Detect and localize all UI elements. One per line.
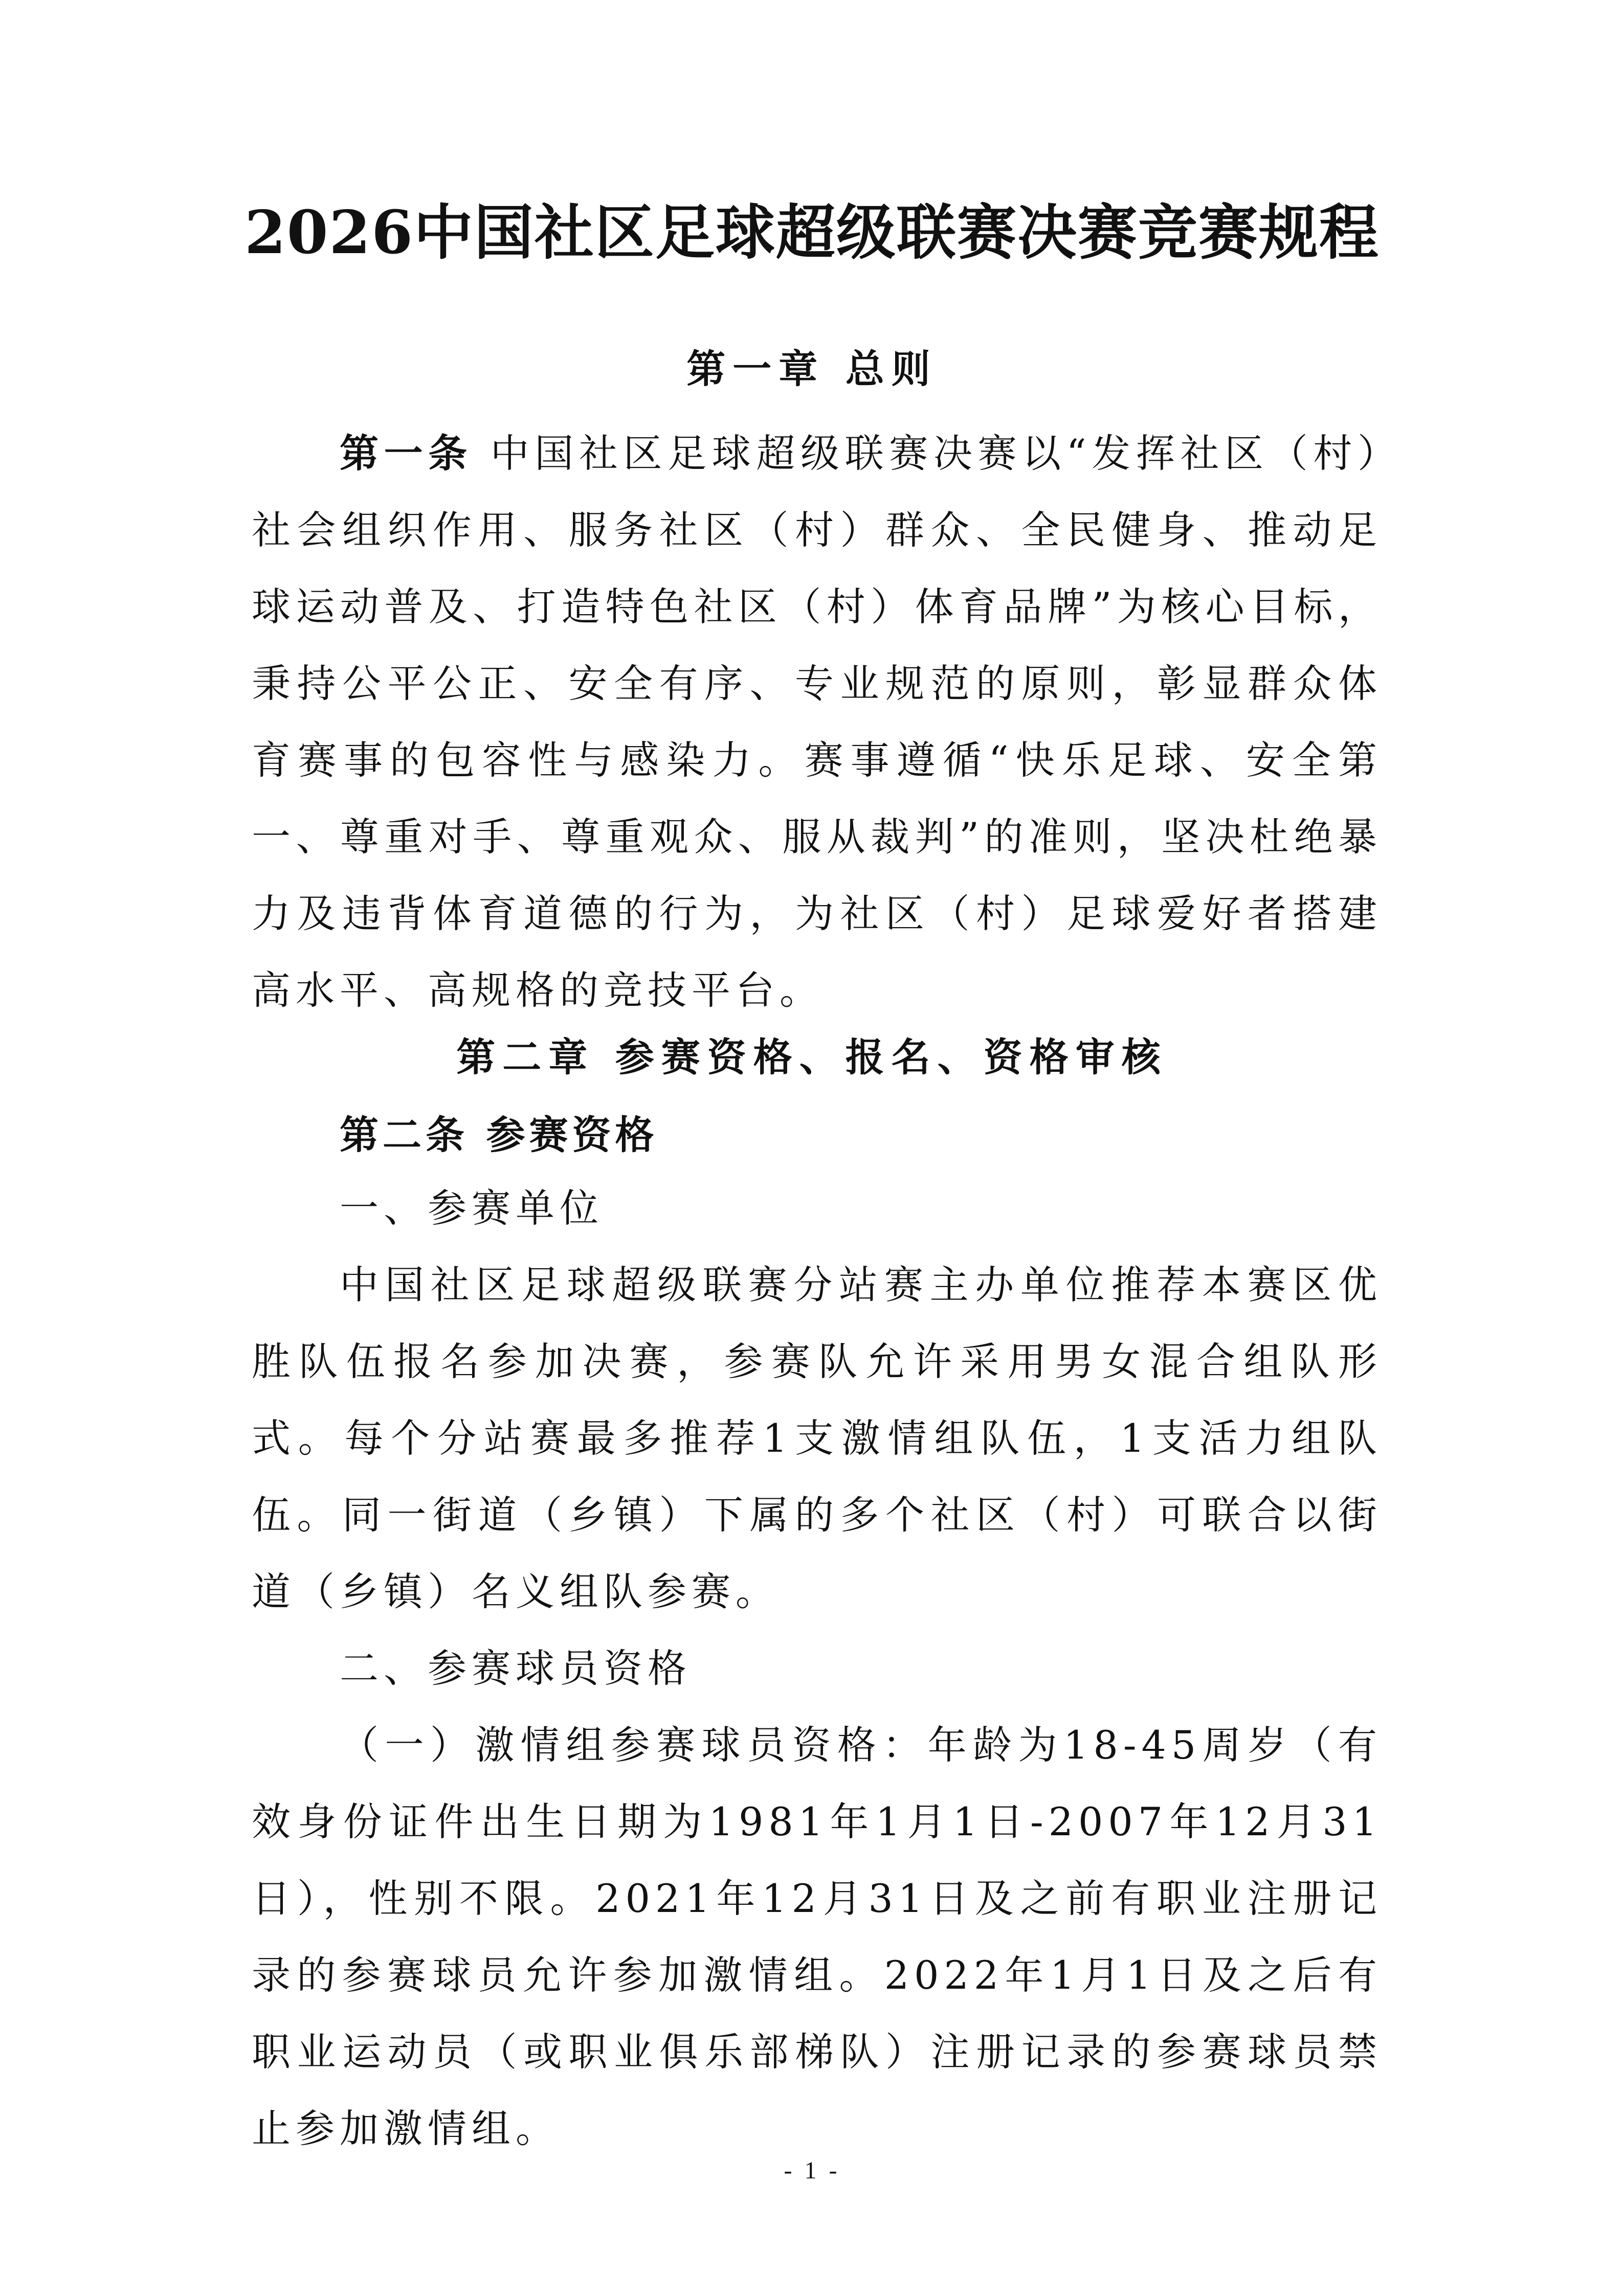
article-1-lead: 第一条 [340,431,473,476]
article-2-heading: 第二条 参赛资格 [340,1112,658,1158]
chapter-1-heading: 第一章 总则 [686,346,938,392]
article-1-paragraph [252,415,1382,1029]
section-2-heading: 二、参赛球员资格 [340,1646,692,1691]
section-2-paragraph: （一）激情组参赛球员资格：年龄为18-45周岁（有效身份证件出生日期为1981年1月1日-2007年12月31日），性别不限。2021年12月31日及之前有职业注册记录的参赛球员允许参加激情组。2022年1月1日及之后有职业运动员（或职业俱乐部梯队）注册记录的参赛球员禁止参加激情组。 [252,1722,1382,2151]
page-number: - 1 - [784,2157,840,2184]
document-title: 2026中国社区足球超级联赛决赛竞赛规程 [244,198,1380,267]
section-1-heading: 一、参赛单位 [340,1185,604,1231]
article-1-text: 中国社区足球超级联赛决赛以“发挥社区（村）社会组织作用、服务社区（村）群众、全民健身、推动足球运动普及、打造特色社区（村）体育品牌”为核心目标，秉持公平公正、安全有序、专业规范的原则，彰显群众体育赛事的包容性与感染力。赛事遵循“快乐足球、安全第一、尊重对手、尊重观众、服从裁判”的准则，坚决杜绝暴力及违背体育道德的行为，为社区（村）足球爱好者搭建高水平、高规格的竞技平台。 [252,431,1382,1013]
section-1-paragraph: 中国社区足球超级联赛分站赛主办单位推荐本赛区优胜队伍报名参加决赛，参赛队允许采用男女混合组队形式。每个分站赛最多推荐1支激情组队伍，1支活力组队伍。同一街道（乡镇）下属的多个社区（村）可联合以街道（乡镇）名义组队参赛。 [252,1262,1382,1614]
chapter-2-heading: 第二章 参赛资格、报名、资格审核 [456,1034,1168,1080]
